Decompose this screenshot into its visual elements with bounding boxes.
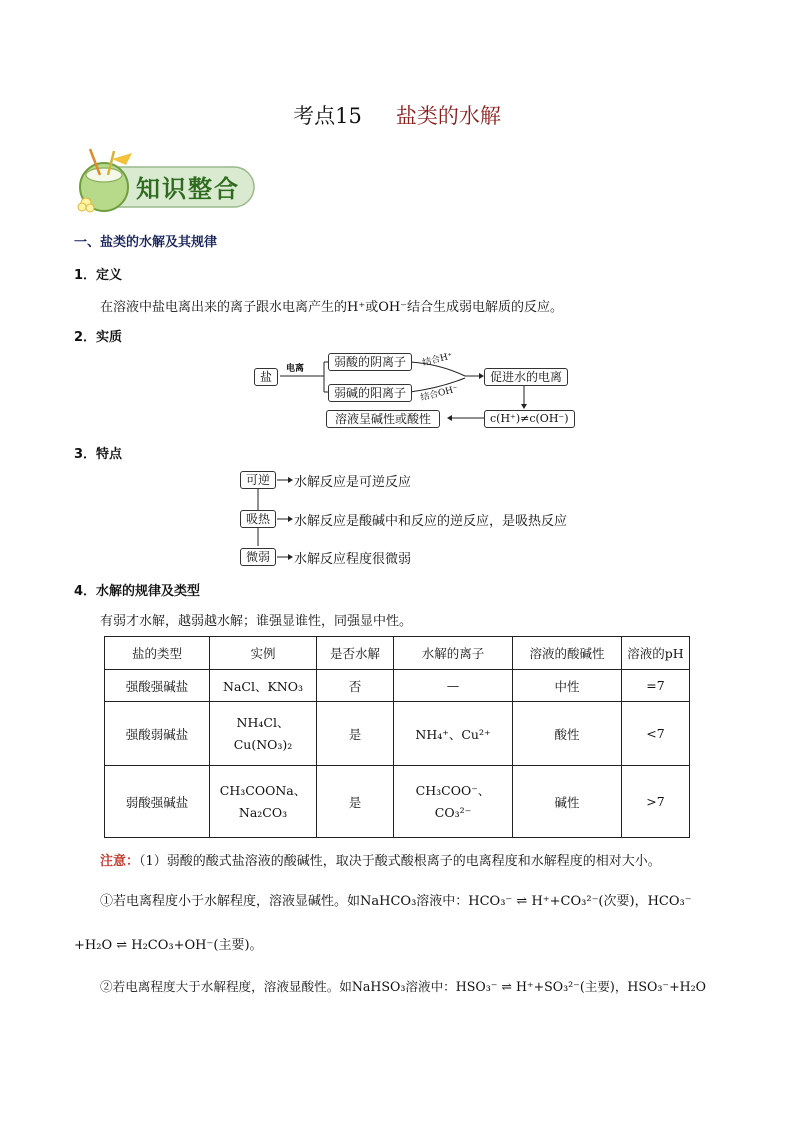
table-cell: 是 — [317, 766, 394, 838]
table-cell: <7 — [622, 702, 690, 766]
table-cell: — — [394, 670, 513, 702]
banner-text: 知识整合 — [136, 175, 240, 203]
table-cell: CH₃COO⁻、CO₃²⁻ — [394, 766, 513, 838]
title-number: 考点15 — [293, 104, 362, 128]
table-cell: NH₄Cl、Cu(NO₃)₂ — [210, 702, 317, 766]
table-row — [105, 766, 690, 838]
title-name: 盐类的水解 — [395, 104, 501, 128]
combine-oh-label: 结合OH⁻ — [419, 384, 459, 404]
knowledge-banner — [74, 145, 259, 219]
table-cell: NaCl、KNO₃ — [210, 670, 317, 702]
feature-text-endothermic: 水解反应是酸碱中和反应的逆反应，是吸热反应 — [294, 514, 568, 529]
table-cell: CH₃COONa、Na₂CO₃ — [210, 766, 317, 838]
rules-intro: 有弱才水解，越弱越水解；谁强显谁性，同强显中性。 — [100, 614, 413, 629]
feature-label-endothermic: 吸热 — [240, 510, 276, 528]
table-cell: =7 — [622, 670, 690, 702]
table-row — [105, 670, 690, 702]
condition-box: c(H⁺)≠c(OH⁻) — [484, 410, 575, 428]
feature-label-weak: 微弱 — [240, 548, 276, 566]
features-heading: 3．特点 — [74, 447, 123, 462]
page-title — [0, 100, 794, 130]
table-cell: 碱性 — [513, 766, 622, 838]
note-line-4: ②若电离程度大于水解程度，溶液显酸性。如NaHSO₃溶液中：HSO₃⁻ ⇌ H⁺+SO₃²⁻(主要)，HSO₃⁻+H₂O — [100, 979, 706, 994]
anion-box: 弱酸的阴离子 — [328, 353, 412, 371]
feature-text-weak: 水解反应程度很微弱 — [294, 552, 412, 567]
feature-label-reversible: 可逆 — [240, 471, 276, 489]
essence-heading: 2．实质 — [74, 330, 123, 345]
essence-diagram — [250, 348, 580, 432]
cation-box: 弱碱的阳离子 — [328, 384, 412, 402]
definition-heading: 1．定义 — [74, 268, 123, 283]
table-row — [105, 702, 690, 766]
table-cell: >7 — [622, 766, 690, 838]
salt-box: 盐 — [254, 368, 278, 386]
note-line-2: ①若电离程度小于水解程度，溶液显碱性。如NaHCO₃溶液中：HCO₃⁻ ⇌ H⁺+CO₃²⁻(次要)，HCO₃⁻ — [100, 894, 692, 909]
table-cell: 弱酸强碱盐 — [105, 766, 210, 838]
note-text-1: （1）弱酸的酸式盐溶液的酸碱性，取决于酸式酸根离子的电离程度和水解程度的相对大小。 — [139, 854, 661, 869]
table-cell: 酸性 — [513, 702, 622, 766]
table-header-cell: 实例 — [210, 637, 317, 670]
table-header-row — [105, 637, 690, 670]
feature-text-reversible: 水解反应是可逆反应 — [294, 475, 412, 490]
table-cell: NH₄⁺、Cu²⁺ — [394, 702, 513, 766]
table-cell: 强酸弱碱盐 — [105, 702, 210, 766]
section-heading: 一、盐类的水解及其规律 — [74, 235, 218, 250]
rules-heading: 4．水解的规律及类型 — [74, 584, 201, 599]
promote-box: 促进水的电离 — [484, 368, 568, 386]
table-header-cell: 溶液的pH — [622, 637, 690, 670]
table-header-cell: 是否水解 — [317, 637, 394, 670]
result-box: 溶液呈碱性或酸性 — [326, 410, 440, 428]
table-cell: 中性 — [513, 670, 622, 702]
note-line-1 — [100, 850, 661, 869]
ionize-label: 电离 — [286, 364, 305, 374]
combine-h-label: 结合H⁺ — [421, 351, 454, 369]
table-header-cell: 溶液的酸碱性 — [513, 637, 622, 670]
table-header-cell: 盐的类型 — [105, 637, 210, 670]
definition-text: 在溶液中盐电离出来的离子跟水电离产生的H⁺或OH⁻结合生成弱电解质的反应。 — [100, 300, 564, 315]
table-cell: 强酸强碱盐 — [105, 670, 210, 702]
note-label: 注意： — [100, 854, 140, 869]
table-cell: 否 — [317, 670, 394, 702]
table-cell: 是 — [317, 702, 394, 766]
table-header-cell: 水解的离子 — [394, 637, 513, 670]
hydrolysis-table — [104, 636, 690, 838]
features-diagram — [238, 468, 598, 568]
note-line-3: +H₂O ⇌ H₂CO₃+OH⁻(主要)。 — [74, 938, 263, 953]
